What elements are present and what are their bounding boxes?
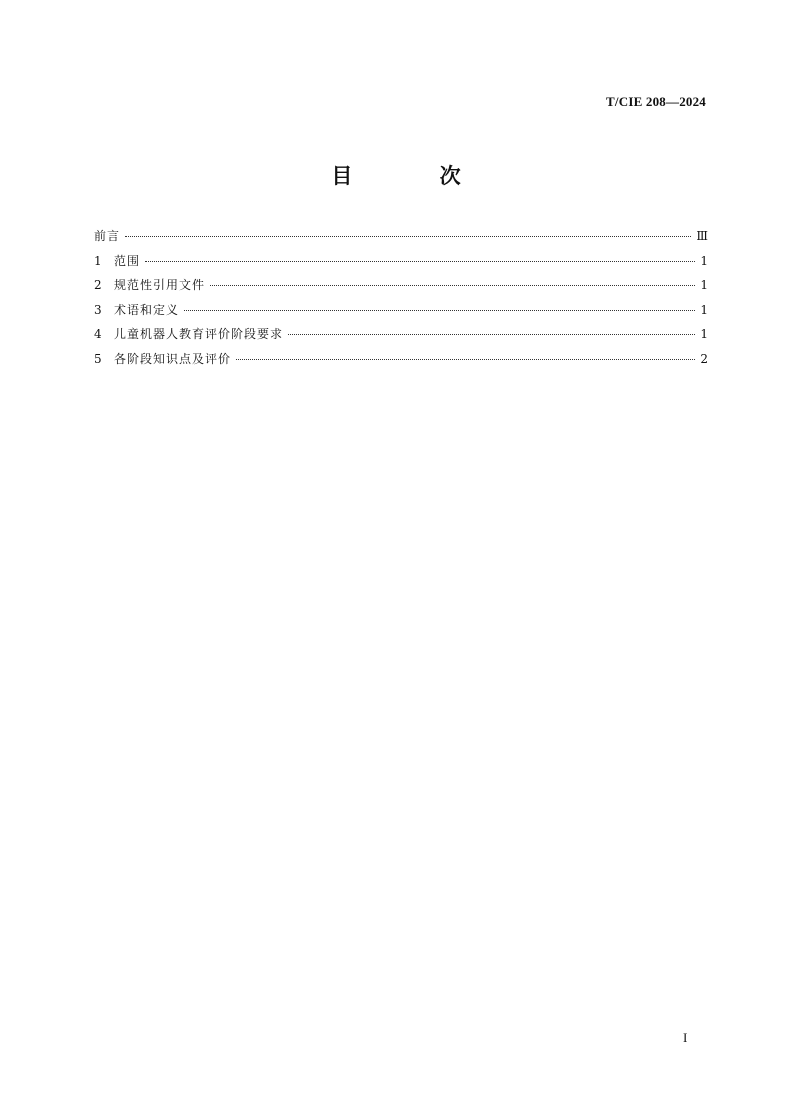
page-number: I	[683, 1030, 688, 1045]
toc-entry-terms-definitions[interactable]	[94, 302, 708, 327]
toc-entry-scope[interactable]	[94, 253, 708, 278]
toc-entry-label: 术语和定义	[114, 302, 180, 317]
toc-entry-page: 1	[700, 302, 708, 317]
toc-entry-label: 前言	[94, 229, 121, 243]
dot-leader	[236, 359, 695, 360]
dot-leader	[288, 334, 695, 335]
dot-leader	[184, 310, 695, 311]
dot-leader	[145, 261, 695, 262]
toc-entry-page: 1	[700, 327, 708, 342]
toc-entry-page: Ⅲ	[696, 229, 708, 243]
toc-entry-stage-requirements[interactable]	[94, 326, 708, 351]
toc-entry-label: 范围	[114, 253, 141, 268]
standard-code: T/CIE 208—2024	[606, 94, 706, 109]
toc-entry-number: 2	[94, 278, 102, 293]
toc-entry-number: 4	[94, 327, 102, 342]
toc-entry-foreword[interactable]	[94, 228, 708, 253]
toc-entry-number: 5	[94, 351, 102, 366]
toc-entry-label: 规范性引用文件	[114, 278, 206, 293]
table-of-contents	[94, 228, 708, 376]
toc-entry-page: 1	[700, 253, 708, 268]
dot-leader	[125, 236, 691, 237]
toc-entry-page: 2	[700, 351, 708, 366]
page-title: 目 次	[331, 164, 501, 188]
toc-entry-knowledge-points[interactable]	[94, 351, 708, 376]
toc-entry-label: 各阶段知识点及评价	[114, 351, 232, 366]
toc-entry-number: 1	[94, 253, 102, 268]
toc-entry-page: 1	[700, 278, 708, 293]
dot-leader	[210, 285, 695, 286]
toc-entry-normative-references[interactable]	[94, 277, 708, 302]
toc-entry-number: 3	[94, 302, 102, 317]
toc-entry-label: 儿童机器人教育评价阶段要求	[114, 327, 284, 342]
